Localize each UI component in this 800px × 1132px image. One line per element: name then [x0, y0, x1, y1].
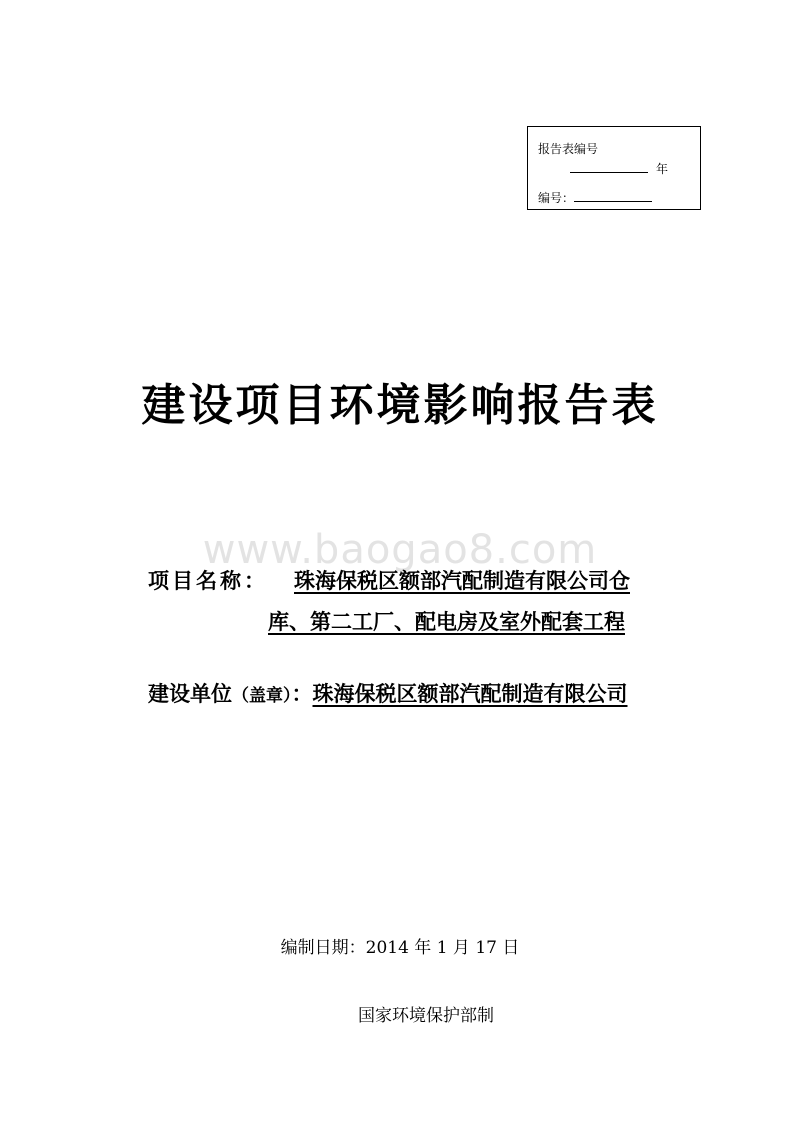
report-year-row — [570, 161, 668, 175]
issuer-text: 国家环境保护部制 — [358, 1006, 494, 1026]
report-serial-label: 编号： — [538, 191, 575, 205]
builder-value — [313, 681, 638, 706]
watermark-text: www.baogao8.com — [202, 527, 598, 573]
compile-date-row — [0, 940, 800, 957]
report-number-box — [527, 126, 701, 210]
project-name-line1: 珠海保税区额部汽配制造有限公司仓 — [294, 568, 630, 593]
project-name-line2: 库、第二工厂、配电房及室外配套工程 — [268, 609, 625, 634]
compile-date-label: 编制日期： — [280, 938, 366, 958]
report-serial-row — [538, 190, 652, 204]
page-title: 建设项目环境影响报告表 — [141, 380, 659, 431]
builder-row — [148, 683, 638, 705]
builder-label: 建设单位 — [148, 681, 232, 706]
compile-date-value: 2014 年 1 月 17 日 — [365, 938, 520, 958]
builder-colon: ： — [291, 681, 313, 706]
report-year-blank[interactable] — [570, 161, 648, 173]
builder-name: 珠海保税区额部汽配制造有限公司 — [312, 681, 628, 706]
project-name-row — [148, 570, 630, 591]
project-name-label: 项目名称： — [148, 568, 268, 593]
report-serial-blank[interactable] — [574, 190, 652, 202]
builder-seal-note: （盖章） — [232, 686, 292, 706]
report-number-label: 报告表编号 — [538, 142, 599, 156]
report-year-unit: 年 — [656, 162, 669, 176]
project-name-line2-row — [268, 611, 655, 632]
